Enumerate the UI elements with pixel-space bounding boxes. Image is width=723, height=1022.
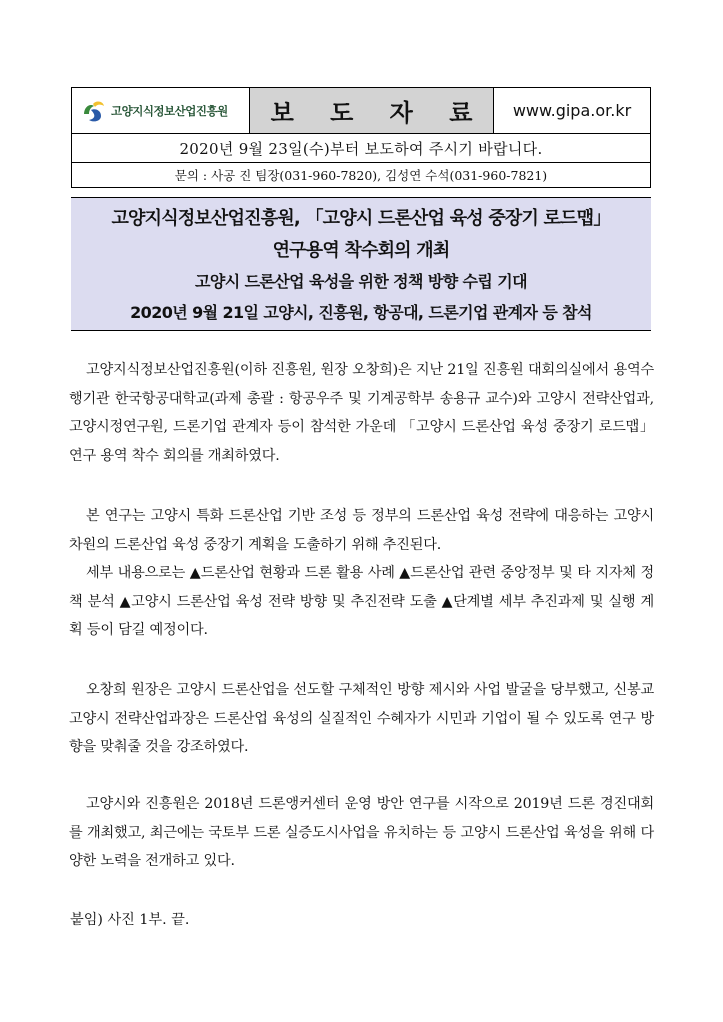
closing-note: 붙임) 사진 1부. 끝. — [70, 912, 190, 928]
headline-title-line1: 고양지식정보산업진흥원, 「고양시 드론산업 육성 중장기 로드맵」 — [111, 208, 611, 229]
contact-info: 문의 : 사공 진 팀장(031-960-7820), 김성연 수석(031-960-7821) — [174, 168, 548, 183]
headline-subtitle-line2: 2020년 9월 21일 고양시, 진흥원, 항공대, 드론기업 관계자 등 참석 — [130, 303, 592, 322]
headline-box — [71, 197, 651, 331]
org-logo — [72, 88, 250, 133]
headline-subtitle-line1: 고양시 드론산업 육성을 위한 정책 방향 수립 기대 — [195, 272, 527, 291]
website-url[interactable]: www.gipa.or.kr — [512, 101, 632, 120]
headline-title-line2: 연구용역 착수회의 개최 — [272, 240, 450, 261]
paragraph-text: 고양시와 진흥원은 2018년 드론앵커센터 운영 방안 연구를 시작으로 2019년 드론 경진대회를 개최했고, 최근에는 국토부 드론 실증도시사업을 유치하는 등 고양시 드론산업 육성을 위해 다양한 노력을 전개하고 있다. — [69, 796, 654, 870]
press-release-header — [71, 87, 651, 188]
org-logo-icon — [81, 98, 107, 124]
body-paragraph-1 — [69, 356, 654, 470]
paragraph-text: 고양지식정보산업진흥원(이하 진흥원, 원장 오창희)은 지난 21일 진흥원 대회의실에서 용역수행기관 한국항공대학교(과제 총괄 : 항공우주 및 기계공학부 송용규 교수)와 고양시 전략산업과, 고양시정연구원, 드론기업 관계자 등이 참석한 가운데 「고양시 드론산업 육성 중장기 로드맵」 연구 용역 착수 회의를 개최하였다. — [69, 362, 654, 464]
body-paragraph-2 — [69, 502, 654, 645]
paragraph-text: 세부 내용으로는 ▲드론산업 현황과 드론 활용 사례 ▲드론산업 관련 중앙정부 및 타 지자체 정책 분석 ▲고양시 드론산업 육성 전략 방향 및 추진전략 도출 ▲단계별 세부 추진과제 및 실행 계획 등이 담길 예정이다. — [69, 565, 654, 639]
body-paragraph-4 — [69, 790, 654, 876]
doc-type-title: 보 도 자 료 — [250, 88, 494, 133]
paragraph-text: 본 연구는 고양시 특화 드론산업 기반 조성 등 정부의 드론산업 육성 전략에 대응하는 고양시 차원의 드론산업 육성 중장기 계획을 도출하기 위해 추진된다. — [69, 508, 654, 553]
paragraph-text: 오창희 원장은 고양시 드론산업을 선도할 구체적인 방향 제시와 사업 발굴을 당부했고, 신봉교 고양시 전략산업과장은 드론산업 육성의 실질적인 수혜자가 시민과 기업이 될 수 있도록 연구 방향을 맞춰줄 것을 강조하였다. — [69, 682, 654, 756]
header-top-row — [72, 88, 650, 134]
release-date-notice: 2020년 9월 23일(수)부터 보도하여 주시기 바랍니다. — [72, 134, 650, 163]
org-name: 고양지식정보산업진흥원 — [111, 103, 228, 118]
body-paragraph-3 — [69, 676, 654, 762]
